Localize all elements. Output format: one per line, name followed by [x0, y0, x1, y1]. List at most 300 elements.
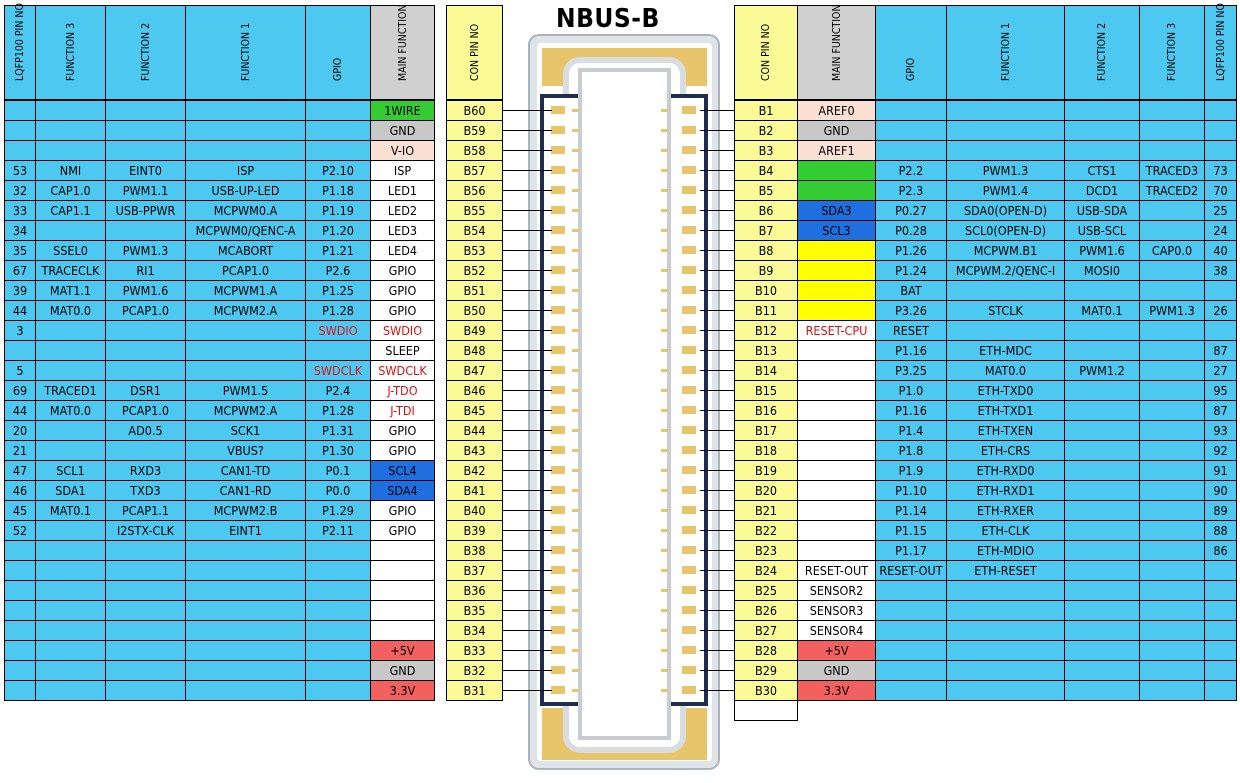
right-contact-tab — [661, 649, 668, 652]
left-contact-pad — [551, 546, 565, 554]
left-contact-pad — [551, 326, 565, 334]
right-contact-pad — [682, 226, 696, 234]
left-con-pin: B42 — [446, 460, 503, 481]
left-con-pin: B55 — [446, 200, 503, 221]
left-contact-tab — [572, 229, 579, 232]
left-con-pin: B52 — [446, 260, 503, 281]
left-contact-pad — [551, 586, 565, 594]
left-contact-tab — [572, 489, 579, 492]
right-cell-lqfp100-pin-no: 24 — [1204, 220, 1237, 241]
left-contact-tab — [572, 189, 579, 192]
left-header-function-1 — [185, 5, 306, 100]
right-leader-line — [700, 690, 734, 691]
left-cell-function-1: SCK1 — [185, 420, 306, 441]
left-cell-gpio — [305, 640, 371, 661]
left-contact-tab — [572, 149, 579, 152]
right-cell-function-3: PWM1.3 — [1139, 300, 1205, 321]
left-cell-function-3: MAT0.1 — [35, 500, 106, 521]
left-con-pin: B57 — [446, 160, 503, 181]
right-cell-lqfp100-pin-no — [1204, 640, 1237, 661]
left-cell-function-3 — [35, 320, 106, 341]
right-leader-line — [700, 170, 734, 171]
left-contact-tab — [572, 289, 579, 292]
right-contact-pad — [682, 326, 696, 334]
left-cell-main-function: GPIO — [370, 300, 435, 321]
right-con-pin: B14 — [734, 360, 798, 381]
right-cell-gpio: RESET — [875, 320, 947, 341]
right-cell-gpio: P1.16 — [875, 400, 947, 421]
left-cell-function-1: USB-UP-LED — [185, 180, 306, 201]
right-contact-pad — [682, 366, 696, 374]
left-cell-function-2 — [105, 560, 186, 581]
left-cell-function-1 — [185, 580, 306, 601]
left-leader-line — [502, 530, 552, 531]
left-cell-main-function: LED4 — [370, 240, 435, 261]
right-cell-lqfp100-pin-no: 87 — [1204, 340, 1237, 361]
right-contact-tab — [661, 429, 668, 432]
left-cell-function-1: MCPWM2.A — [185, 400, 306, 421]
right-cell-function-2: CTS1 — [1064, 160, 1140, 181]
right-cell-function-1: ETH-CLK — [946, 520, 1065, 541]
left-cell-lqfp100-pin-no: 46 — [4, 480, 36, 501]
left-con-pin: B48 — [446, 340, 503, 361]
left-cell-function-2 — [105, 340, 186, 361]
left-leader-line — [502, 470, 552, 471]
right-cell-main-function — [797, 540, 876, 561]
left-contact-pad — [551, 346, 565, 354]
left-header-function-2 — [105, 5, 186, 100]
left-leader-line — [502, 590, 552, 591]
right-leader-line — [700, 570, 734, 571]
left-cell-function-3 — [35, 560, 106, 581]
left-contact-tab — [572, 609, 579, 612]
left-cell-main-function: SWDIO — [370, 320, 435, 341]
left-cell-function-2: EINT0 — [105, 160, 186, 181]
right-cell-function-2 — [1064, 100, 1140, 121]
right-cell-lqfp100-pin-no — [1204, 680, 1237, 701]
right-cell-function-1: ETH-MDC — [946, 340, 1065, 361]
left-cell-lqfp100-pin-no — [4, 120, 36, 141]
left-contact-pad — [551, 446, 565, 454]
left-cell-lqfp100-pin-no — [4, 620, 36, 641]
left-contact-pad — [551, 246, 565, 254]
right-cell-function-2 — [1064, 460, 1140, 481]
right-cell-function-2 — [1064, 680, 1140, 701]
left-cell-main-function: GPIO — [370, 440, 435, 461]
right-con-pin: B19 — [734, 460, 798, 481]
left-cell-function-2 — [105, 600, 186, 621]
right-cell-lqfp100-pin-no: 70 — [1204, 180, 1237, 201]
left-cell-lqfp100-pin-no: 3 — [4, 320, 36, 341]
left-header-main-function — [370, 5, 435, 100]
right-cell-function-3 — [1139, 420, 1205, 441]
left-contact-pad — [551, 206, 565, 214]
left-leader-line — [502, 410, 552, 411]
left-contact-tab — [572, 309, 579, 312]
left-cell-main-function — [370, 560, 435, 581]
right-cell-function-1: ETH-TXEN — [946, 420, 1065, 441]
right-cell-gpio: P1.10 — [875, 480, 947, 501]
right-leader-line — [700, 130, 734, 131]
left-cell-gpio: P1.19 — [305, 200, 371, 221]
left-cell-gpio: P1.20 — [305, 220, 371, 241]
right-con-pin: B30 — [734, 680, 798, 701]
left-header-lqfp100-pin-no — [4, 5, 36, 100]
right-cell-main-function — [797, 340, 876, 361]
right-cell-gpio: P3.26 — [875, 300, 947, 321]
left-leader-line — [502, 350, 552, 351]
left-cell-function-1 — [185, 660, 306, 681]
right-cell-function-3 — [1139, 600, 1205, 621]
right-con-pin: B10 — [734, 280, 798, 301]
right-cell-main-function — [797, 500, 876, 521]
left-leader-line — [502, 170, 552, 171]
right-cell-function-3 — [1139, 580, 1205, 601]
left-con-pin: B50 — [446, 300, 503, 321]
left-cell-function-2: RI1 — [105, 260, 186, 281]
connector-center-slot — [580, 70, 669, 738]
left-contact-tab — [572, 449, 579, 452]
right-contact-tab — [661, 409, 668, 412]
left-cell-main-function: J-TDI — [370, 400, 435, 421]
left-header-function-1-label: FUNCTION 1 — [239, 22, 252, 81]
left-cell-main-function: LED2 — [370, 200, 435, 221]
right-header-main-function — [797, 5, 876, 100]
right-header-function-1 — [946, 5, 1065, 100]
right-cell-function-2 — [1064, 140, 1140, 161]
left-con-pin: B34 — [446, 620, 503, 641]
right-cell-lqfp100-pin-no — [1204, 600, 1237, 621]
right-cell-gpio: P1.0 — [875, 380, 947, 401]
right-cell-function-1: ETH-RXD1 — [946, 480, 1065, 501]
left-leader-line — [502, 550, 552, 551]
right-cell-function-2: USB-SCL — [1064, 220, 1140, 241]
left-cell-function-3 — [35, 660, 106, 681]
left-contact-pad — [551, 486, 565, 494]
left-cell-lqfp100-pin-no — [4, 680, 36, 701]
right-cell-function-1 — [946, 120, 1065, 141]
left-cell-lqfp100-pin-no: 32 — [4, 180, 36, 201]
left-contact-tab — [572, 129, 579, 132]
left-cell-gpio: P1.29 — [305, 500, 371, 521]
right-contact-tab — [661, 329, 668, 332]
left-cell-gpio: P0.0 — [305, 480, 371, 501]
right-con-pin: B12 — [734, 320, 798, 341]
left-cell-function-1: PWM1.5 — [185, 380, 306, 401]
left-cell-main-function: J-TDO — [370, 380, 435, 401]
right-cell-function-3 — [1139, 220, 1205, 241]
left-cell-function-2 — [105, 440, 186, 461]
right-cell-gpio: BAT — [875, 280, 947, 301]
left-cell-main-function: SWDCLK — [370, 360, 435, 381]
left-leader-line — [502, 670, 552, 671]
right-cell-main-function: 3.3V — [797, 680, 876, 701]
right-cell-main-function: SENSOR4 — [797, 620, 876, 641]
right-contact-pad — [682, 306, 696, 314]
right-contact-tab — [661, 289, 668, 292]
right-cell-gpio: P1.4 — [875, 420, 947, 441]
right-cell-function-3 — [1139, 660, 1205, 681]
right-con-header-label: CON PIN NO — [760, 23, 772, 81]
left-cell-main-function: 1WIRE — [370, 100, 435, 121]
right-cell-main-function — [797, 160, 876, 181]
left-cell-function-3 — [35, 420, 106, 441]
right-cell-function-1: MCPWM.2/QENC-I — [946, 260, 1065, 281]
left-con-pin: B43 — [446, 440, 503, 461]
right-cell-function-1 — [946, 320, 1065, 341]
left-con-pin: B35 — [446, 600, 503, 621]
left-cell-function-1 — [185, 680, 306, 701]
left-contact-tab — [572, 429, 579, 432]
left-contact-tab — [572, 669, 579, 672]
left-cell-lqfp100-pin-no: 34 — [4, 220, 36, 241]
right-cell-function-1: PWM1.4 — [946, 180, 1065, 201]
connector-drawing — [528, 34, 721, 771]
right-cell-main-function: AREF0 — [797, 100, 876, 121]
right-cell-gpio — [875, 680, 947, 701]
left-cell-main-function: GND — [370, 660, 435, 681]
right-contact-tab — [661, 589, 668, 592]
left-cell-gpio — [305, 620, 371, 641]
right-leader-line — [700, 350, 734, 351]
left-cell-function-3: SCL1 — [35, 460, 106, 481]
left-cell-lqfp100-pin-no: 69 — [4, 380, 36, 401]
left-contact-tab — [572, 469, 579, 472]
left-contact-pad — [551, 606, 565, 614]
left-cell-lqfp100-pin-no: 45 — [4, 500, 36, 521]
left-cell-function-1: MCABORT — [185, 240, 306, 261]
right-cell-function-1 — [946, 280, 1065, 301]
right-cell-function-3 — [1139, 680, 1205, 701]
right-cell-gpio: P1.15 — [875, 520, 947, 541]
left-cell-main-function: GPIO — [370, 420, 435, 441]
right-cell-lqfp100-pin-no — [1204, 100, 1237, 121]
right-cell-main-function — [797, 300, 876, 321]
left-cell-function-1 — [185, 100, 306, 121]
right-cell-function-3 — [1139, 360, 1205, 381]
left-cell-lqfp100-pin-no — [4, 140, 36, 161]
left-cell-gpio — [305, 680, 371, 701]
right-contact-pad — [682, 586, 696, 594]
left-cell-main-function: GPIO — [370, 500, 435, 521]
left-cell-gpio: P1.30 — [305, 440, 371, 461]
right-contact-pad — [682, 266, 696, 274]
right-cell-lqfp100-pin-no: 86 — [1204, 540, 1237, 561]
right-cell-function-1: ETH-MDIO — [946, 540, 1065, 561]
right-contact-tab — [661, 449, 668, 452]
right-cell-function-1 — [946, 640, 1065, 661]
left-con-pin: B44 — [446, 420, 503, 441]
left-cell-main-function: GPIO — [370, 260, 435, 281]
right-con-pin: B13 — [734, 340, 798, 361]
right-contact-pad — [682, 146, 696, 154]
left-cell-function-3: MAT0.0 — [35, 300, 106, 321]
left-cell-main-function: SCL4 — [370, 460, 435, 481]
right-cell-lqfp100-pin-no — [1204, 320, 1237, 341]
right-cell-function-2 — [1064, 560, 1140, 581]
left-leader-line — [502, 630, 552, 631]
left-cell-function-3 — [35, 520, 106, 541]
left-contact-pad — [551, 306, 565, 314]
right-cell-gpio: P1.17 — [875, 540, 947, 561]
left-cell-lqfp100-pin-no — [4, 340, 36, 361]
left-leader-line — [502, 310, 552, 311]
left-cell-lqfp100-pin-no: 21 — [4, 440, 36, 461]
right-contact-tab — [661, 109, 668, 112]
right-cell-function-2 — [1064, 620, 1140, 641]
left-cell-function-2: TXD3 — [105, 480, 186, 501]
right-leader-line — [700, 370, 734, 371]
left-cell-function-2 — [105, 580, 186, 601]
left-cell-function-3 — [35, 640, 106, 661]
left-cell-function-2 — [105, 660, 186, 681]
right-cell-gpio — [875, 120, 947, 141]
right-contact-tab — [661, 209, 668, 212]
right-cell-gpio: P0.27 — [875, 200, 947, 221]
right-contact-pad — [682, 626, 696, 634]
left-cell-lqfp100-pin-no — [4, 600, 36, 621]
left-con-pin: B32 — [446, 660, 503, 681]
right-cell-function-1 — [946, 600, 1065, 621]
left-cell-function-3 — [35, 120, 106, 141]
left-con-pin: B54 — [446, 220, 503, 241]
left-cell-function-1 — [185, 620, 306, 641]
right-cell-gpio: P0.28 — [875, 220, 947, 241]
left-cell-function-1 — [185, 540, 306, 561]
right-con-pin: B5 — [734, 180, 798, 201]
left-cell-function-3 — [35, 440, 106, 461]
right-cell-function-1: SCL0(OPEN-D) — [946, 220, 1065, 241]
right-cell-function-1 — [946, 140, 1065, 161]
left-cell-function-3: MAT1.1 — [35, 280, 106, 301]
left-contact-tab — [572, 329, 579, 332]
left-cell-main-function: LED3 — [370, 220, 435, 241]
left-cell-function-3: NMI — [35, 160, 106, 181]
left-con-pin: B58 — [446, 140, 503, 161]
right-cell-function-2 — [1064, 480, 1140, 501]
left-contact-pad — [551, 406, 565, 414]
left-cell-main-function: LED1 — [370, 180, 435, 201]
left-cell-function-1: MCPWM2.A — [185, 300, 306, 321]
left-cell-function-1 — [185, 360, 306, 381]
left-cell-function-3 — [35, 600, 106, 621]
right-cell-function-1 — [946, 660, 1065, 681]
right-cell-gpio: P1.9 — [875, 460, 947, 481]
right-contact-pad — [682, 186, 696, 194]
left-header-function-2-label: FUNCTION 2 — [139, 22, 152, 81]
left-con-pin: B36 — [446, 580, 503, 601]
right-contact-tab — [661, 309, 668, 312]
left-con-pin: B31 — [446, 680, 503, 701]
right-cell-main-function — [797, 240, 876, 261]
left-contact-tab — [572, 369, 579, 372]
left-contact-pad — [551, 286, 565, 294]
right-cell-function-3 — [1139, 120, 1205, 141]
left-cell-gpio: SWDIO — [305, 320, 371, 341]
left-cell-function-2: PWM1.1 — [105, 180, 186, 201]
left-cell-function-3 — [35, 680, 106, 701]
left-cell-function-2: PCAP1.0 — [105, 300, 186, 321]
left-contact-pad — [551, 126, 565, 134]
left-cell-main-function: 3.3V — [370, 680, 435, 701]
right-cell-function-2 — [1064, 120, 1140, 141]
right-cell-function-1 — [946, 680, 1065, 701]
left-con-pin: B53 — [446, 240, 503, 261]
left-cell-function-3: CAP1.0 — [35, 180, 106, 201]
right-cell-gpio — [875, 100, 947, 121]
left-cell-function-1 — [185, 320, 306, 341]
left-contact-pad — [551, 566, 565, 574]
right-cell-function-3 — [1139, 100, 1205, 121]
right-contact-pad — [682, 666, 696, 674]
left-cell-function-1: MCPWM1.A — [185, 280, 306, 301]
left-cell-gpio — [305, 140, 371, 161]
right-contact-tab — [661, 569, 668, 572]
right-cell-lqfp100-pin-no: 25 — [1204, 200, 1237, 221]
right-contact-tab — [661, 149, 668, 152]
left-leader-line — [502, 110, 552, 111]
right-contact-tab — [661, 629, 668, 632]
left-cell-gpio — [305, 120, 371, 141]
left-cell-main-function: ISP — [370, 160, 435, 181]
left-leader-line — [502, 290, 552, 291]
left-cell-lqfp100-pin-no — [4, 100, 36, 121]
right-cell-function-2 — [1064, 380, 1140, 401]
right-cell-function-3 — [1139, 500, 1205, 521]
right-cell-gpio: P1.14 — [875, 500, 947, 521]
right-cell-function-3 — [1139, 380, 1205, 401]
right-cell-function-3: TRACED3 — [1139, 160, 1205, 181]
right-contact-tab — [661, 469, 668, 472]
right-leader-line — [700, 430, 734, 431]
connector-title: NBUS-B — [556, 4, 660, 34]
left-contact-tab — [572, 409, 579, 412]
right-cell-lqfp100-pin-no: 26 — [1204, 300, 1237, 321]
left-cell-lqfp100-pin-no — [4, 640, 36, 661]
left-cell-function-3: SDA1 — [35, 480, 106, 501]
right-con-pin: B16 — [734, 400, 798, 421]
left-cell-gpio: P1.25 — [305, 280, 371, 301]
left-cell-gpio: P1.28 — [305, 400, 371, 421]
left-con-pin: B60 — [446, 100, 503, 121]
left-cell-gpio — [305, 540, 371, 561]
right-cell-gpio: P1.26 — [875, 240, 947, 261]
right-cell-function-1: MAT0.0 — [946, 360, 1065, 381]
right-leader-line — [700, 590, 734, 591]
right-leader-line — [700, 530, 734, 531]
right-contact-pad — [682, 526, 696, 534]
left-cell-function-2: USB-PPWR — [105, 200, 186, 221]
left-leader-line — [502, 210, 552, 211]
right-leader-line — [700, 230, 734, 231]
left-cell-function-2 — [105, 100, 186, 121]
right-con-pin: B25 — [734, 580, 798, 601]
left-cell-function-2 — [105, 640, 186, 661]
right-cell-main-function: AREF1 — [797, 140, 876, 161]
right-con-pin: B2 — [734, 120, 798, 141]
right-cell-lqfp100-pin-no — [1204, 580, 1237, 601]
right-cell-function-1: ETH-RXD0 — [946, 460, 1065, 481]
right-cell-function-2 — [1064, 280, 1140, 301]
right-cell-function-2 — [1064, 400, 1140, 421]
left-cell-function-2: PWM1.6 — [105, 280, 186, 301]
right-cell-function-2: USB-SDA — [1064, 200, 1140, 221]
left-cell-gpio: P1.18 — [305, 180, 371, 201]
left-cell-main-function — [370, 600, 435, 621]
left-cell-gpio: P1.28 — [305, 300, 371, 321]
left-cell-function-2: PCAP1.0 — [105, 400, 186, 421]
left-contact-pad — [551, 366, 565, 374]
